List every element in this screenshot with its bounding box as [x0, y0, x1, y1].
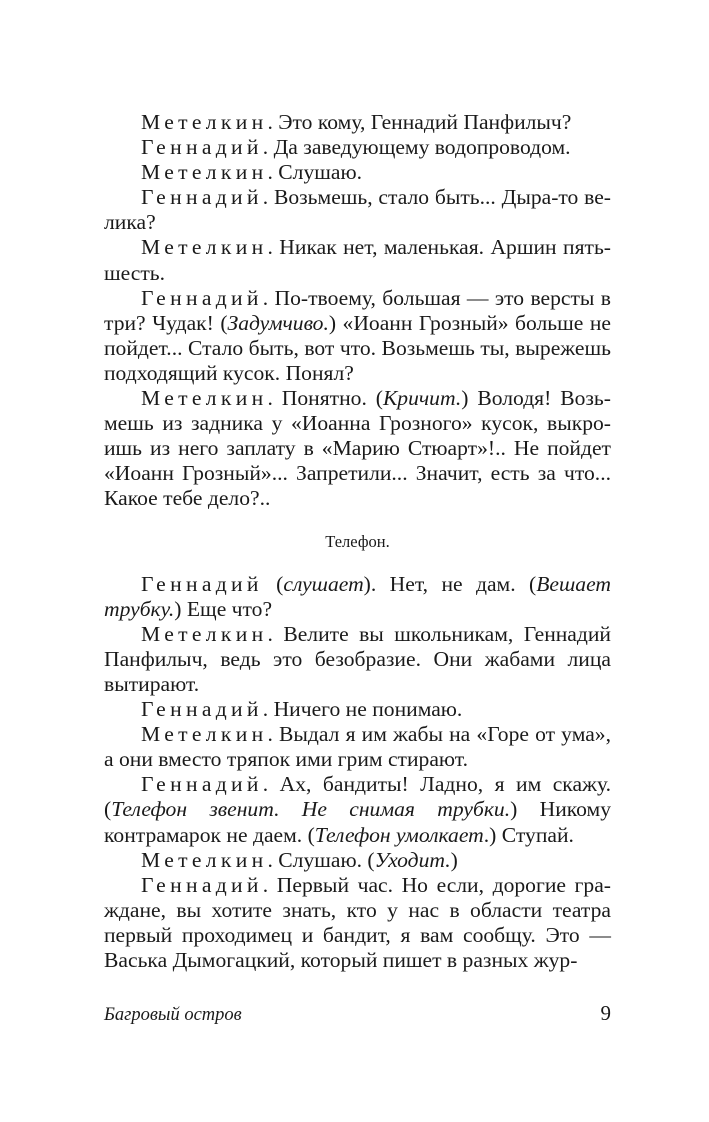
page-body — [104, 110, 611, 973]
stage-remark: Уходит. — [374, 847, 451, 872]
speech-text: . Понятно. ( — [267, 386, 383, 411]
stage-remark: Задумчиво. — [227, 310, 329, 335]
page-footer — [104, 1001, 611, 1026]
speech-text: ( — [262, 571, 284, 596]
dialogue-paragraph — [104, 135, 611, 160]
speech-text: ) Никому контрамарок не даем. ( — [104, 797, 612, 847]
dialogue-paragraph — [104, 772, 611, 847]
dialogue-paragraph — [104, 185, 611, 235]
dialogue-paragraph — [104, 873, 611, 973]
dialogue-block-2 — [104, 572, 611, 974]
speech-text: ) — [450, 847, 458, 872]
speech-text: . Ах, бандиты! Ладно, я им скажу. ( — [104, 772, 611, 822]
speaker-name: Метелкин — [141, 110, 268, 134]
stage-remark: Кричит. — [382, 386, 462, 411]
dialogue-paragraph — [104, 572, 611, 622]
stage-remark: Вешает трубку. — [104, 571, 611, 621]
speech-text: ). Нет, не дам. ( — [363, 571, 537, 596]
dialogue-paragraph — [104, 235, 611, 285]
speech-text: ) Еще что? — [174, 596, 273, 621]
speaker-name: Геннадий — [141, 772, 263, 797]
stage-remark: Телефон звенит. Не снимая трубки. — [111, 797, 511, 822]
dialogue-block-1 — [104, 110, 611, 512]
speech-text: . Ничего не понимаю. — [262, 697, 463, 722]
stage-remark: Телефон умолкает — [314, 822, 484, 847]
stage-remark: слушает — [283, 571, 364, 596]
speech-text: ) «Иоанн Грозный» больше не пойдет... Стало быть, вот что. Возьмешь ты, вырежешь подходящий кусок. Понял? — [104, 310, 611, 385]
speech-text: .) Ступай. — [483, 822, 574, 847]
speaker-name: Метелкин — [141, 621, 268, 646]
speech-text: . Первый час. Но если, дорогие граждане, вы хотите знать, кто у нас в области театра первый проходимец и бандит, я вам сообщу. Это — Васька Дымогацкий, который пишет в разных жур- — [104, 872, 611, 972]
speech-text: ) Володя! Возьмешь из задника у «Иоанна Грозного» кусок, выкроишь из него заплату в «Марию Стюарт»!.. Не пойдет «Иоанн Грозный»... Запретили... Значит, есть за что... Какое тебе дело?.. — [104, 386, 611, 511]
speaker-name: Геннадий — [141, 872, 263, 897]
dialogue-paragraph — [104, 110, 611, 135]
speaker-name: Геннадий — [141, 185, 263, 210]
speaker-name: Геннадий — [141, 135, 263, 160]
page-number: 9 — [600, 1001, 611, 1025]
speech-text: . Слушаю. ( — [267, 847, 375, 872]
speaker-name: Метелкин — [141, 722, 268, 747]
speech-text: . По-твоему, большая — это версты в три? Чудак! ( — [104, 285, 611, 335]
dialogue-paragraph — [104, 286, 611, 386]
speech-text: . Велите вы школьникам, Геннадий Панфилыч, ведь это безобразие. Они жабами лица вытирают. — [104, 621, 611, 696]
speaker-name: Метелкин — [141, 386, 268, 411]
dialogue-paragraph — [104, 160, 611, 185]
speech-text: . Это кому, Геннадий Панфилыч? — [267, 110, 572, 134]
speech-text: . Никак нет, маленькая. Аршин пять-шесть. — [104, 235, 611, 285]
speech-text: . Да заведующему водопроводом. — [262, 135, 571, 160]
stage-direction: Телефон. — [325, 531, 390, 551]
speaker-name: Геннадий — [141, 697, 263, 722]
dialogue-paragraph — [104, 722, 611, 772]
speaker-name: Геннадий — [141, 285, 263, 310]
speaker-name: Геннадий — [141, 571, 263, 596]
dialogue-paragraph — [104, 622, 611, 697]
dialogue-paragraph — [104, 697, 611, 722]
dialogue-paragraph — [104, 386, 611, 511]
dialogue-paragraph — [104, 848, 611, 873]
speaker-name: Метелкин — [141, 847, 268, 872]
speech-text: . Выдал я им жабы на «Горе от ума», а они вместо тряпок ими грим стирают. — [104, 722, 611, 772]
speech-text: . Слушаю. — [267, 160, 362, 185]
speech-text: . Возьмешь, стало быть... Дыра-то велика? — [104, 185, 611, 235]
speaker-name: Метелкин — [141, 160, 268, 185]
speaker-name: Метелкин — [141, 235, 268, 260]
running-title: Багровый остров — [104, 1005, 242, 1025]
